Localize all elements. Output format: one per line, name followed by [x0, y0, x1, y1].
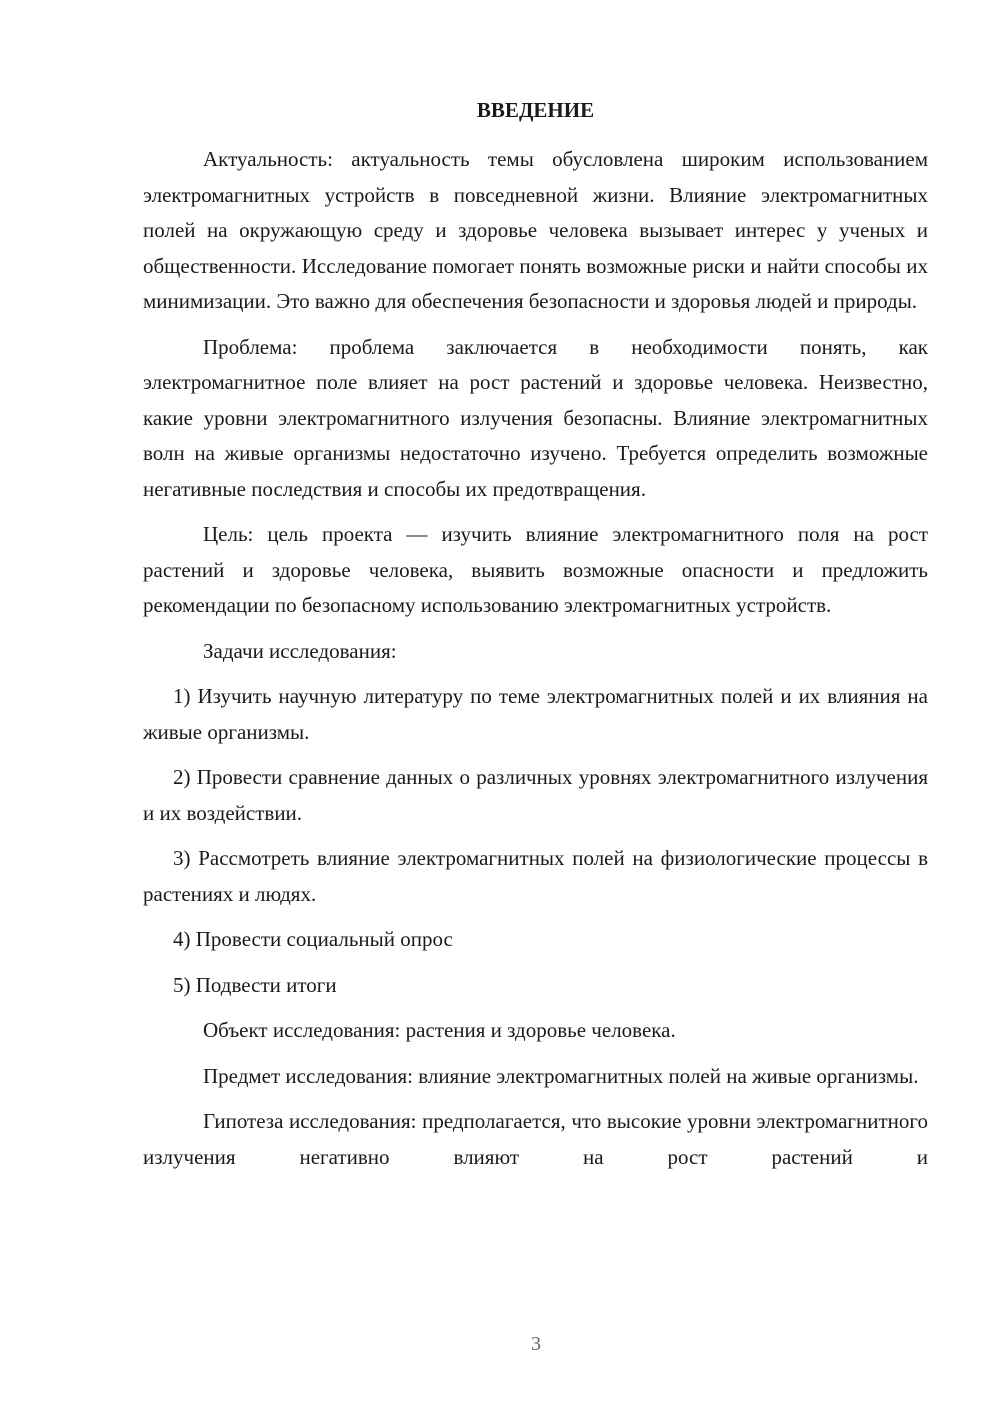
- paragraph-subject: Предмет исследования: влияние электромагнитных полей на живые организмы.: [203, 1063, 919, 1088]
- task-item-3: 3) Рассмотреть влияние электромагнитных полей на физиологические процессы в растениях и людях.: [143, 846, 928, 906]
- task-item-1: 1) Изучить научную литературу по теме электромагнитных полей и их влияния на живые организмы.: [143, 684, 928, 744]
- task-item-2: 2) Провести сравнение данных о различных уровнях электромагнитного излучения и их воздействии.: [143, 765, 928, 825]
- paragraph-goal: Цель: цель проекта — изучить влияние электромагнитного поля на рост растений и здоровье человека, выявить возможные опасности и предложить рекомендации по безопасному использованию электромагнитных устройств.: [143, 522, 928, 617]
- paragraph-object: Объект исследования: растения и здоровье человека.: [203, 1018, 676, 1042]
- paragraph-problem: Проблема: проблема заключается в необходимости понять, как электромагнитное поле влияет на рост растений и здоровье человека. Неизвестно, какие уровни электромагнитного излучения безопасны. Влияние электромагнитных волн на живые организмы недостаточно изучено. Требуется определить возможные негативные последствия и способы их предотвращения.: [143, 334, 928, 501]
- paragraph-hypothesis: Гипотеза исследования: предполагается, что высокие уровни электромагнитного излучения негативно влияют на рост растений и: [143, 1109, 928, 1169]
- page-content: [143, 95, 928, 1185]
- section-heading: ВВЕДЕНИЕ: [476, 98, 595, 122]
- task-item-4: 4) Провести социальный опрос: [173, 927, 453, 951]
- task-item-5: 5) Подвести итоги: [173, 972, 337, 997]
- page-number: 3: [531, 1333, 541, 1355]
- paragraph-tasks-title: Задачи исследования:: [203, 638, 397, 663]
- paragraph-relevance: Актуальность: актуальность темы обусловлена широким использованием электромагнитных устройств в повседневной жизни. Влияние электромагнитных полей на окружающую среду и здоровье человека вызывает интерес у ученых и общественности. Исследование помогает понять возможные риски и найти способы их минимизации. Это важно для обеспечения безопасности и здоровья людей и природы.: [143, 147, 928, 313]
